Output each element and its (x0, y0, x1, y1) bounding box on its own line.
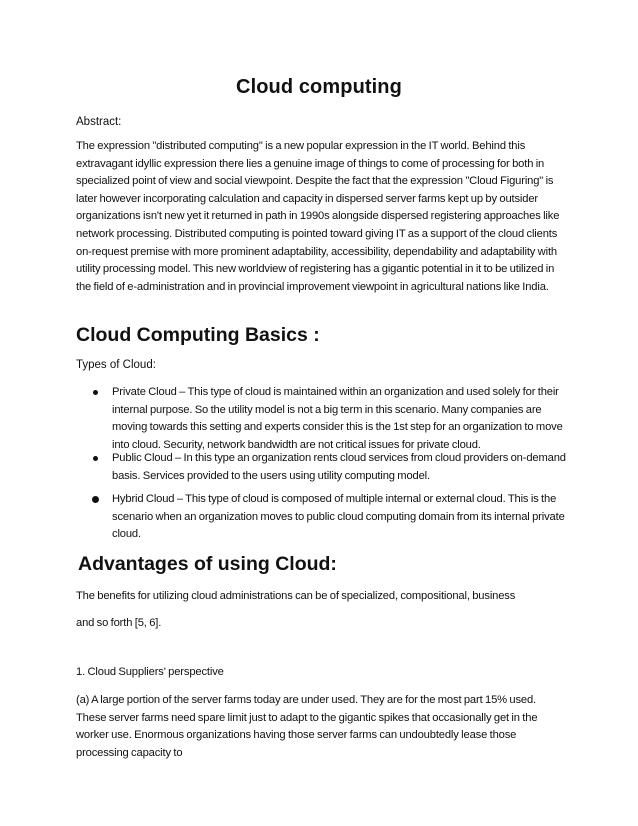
paragraph-a: (a) A large portion of the server farms today are under used. They are for the most part 15% used. These server farms need spare limit just to adapt to the gigantic spikes that occasionally get in the worker use. Enormous organizations having those server farms can undoubtedly lease those processing capacity to (76, 694, 538, 759)
section-heading-advantages: Advantages of using Cloud: (78, 553, 337, 575)
abstract-label: Abstract: (76, 116, 122, 128)
list-item-text: Public Cloud – In this type an organization rents cloud services from cloud providers on-demand basis. Services provided to the users using utility computing model. (112, 452, 566, 482)
benefits-line-2: and so forth [5, 6]. (76, 617, 162, 629)
page-title: Cloud computing (236, 76, 402, 98)
suppliers-perspective-label: 1. Cloud Suppliers' perspective (76, 666, 224, 678)
bullet-icon (93, 456, 98, 461)
section-heading-basics: Cloud Computing Basics : (76, 324, 320, 346)
bullet-icon (93, 390, 98, 395)
bullet-icon (92, 496, 99, 503)
benefits-line-1: The benefits for utilizing cloud administrations can be of specialized, compositional, business (76, 590, 516, 602)
list-item-text: Hybrid Cloud – This type of cloud is composed of multiple internal or external cloud. This is the scenario when an organization moves to public cloud computing domain from its internal private cloud. (112, 493, 565, 541)
list-item-text: Private Cloud – This type of cloud is maintained within an organization and used solely for their internal purpose. So the utility model is not a big term in this scenario. Many companies are moving towards this setting and experts consider this is the 1st step for an organization to move into cloud. Security, network bandwidth are not critical issues for private cloud. (112, 386, 563, 451)
types-label: Types of Cloud: (76, 359, 156, 371)
abstract-paragraph: The expression "distributed computing" is a new popular expression in the IT world. Behind this extravagant idyllic expression there lies a genuine image of things to come of processing for both in specialized point of view and social viewpoint. Despite the fact that the expression "Cloud Figuring" is later however incorporating calculation and capacity in dispersed server farms kept up by outsider organizations isn't new yet it returned in path in 1990s alongside dispersed registering approaches like network processing. Distributed computing is pointed toward giving IT as a support of the cloud clients on-request premise with more prominent adaptability, accessibility, dependability and adaptability with utility processing model. This new worldview of registering has a gigantic potential in it to be utilized in the field of e-administration and in provincial improvement viewpoint in agricultural nations like India. (76, 140, 560, 293)
